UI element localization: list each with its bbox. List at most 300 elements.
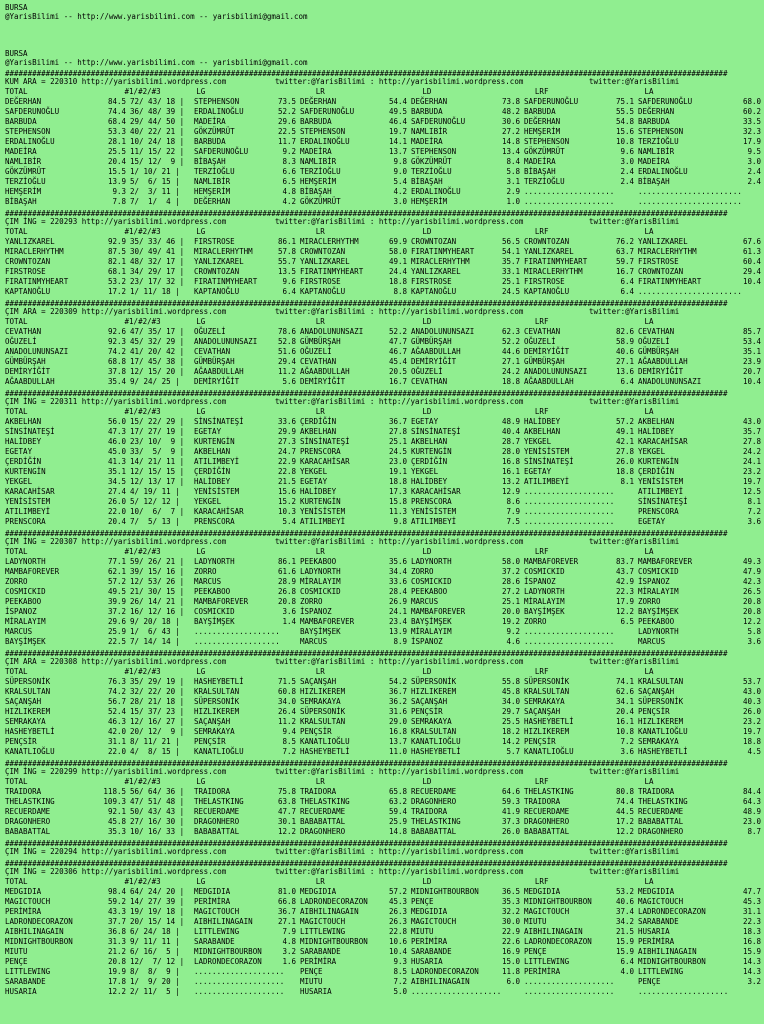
table-cell: DRAGONHERO bbox=[524, 817, 570, 827]
table-cell: 3.0 bbox=[393, 197, 407, 207]
table-cell: HASHEYBETLİ bbox=[411, 747, 461, 757]
table-cell: LADRONDECORAZON bbox=[300, 897, 368, 907]
table-cell: OĞUZELİ bbox=[194, 327, 226, 337]
table-cell: 18.2 bbox=[501, 727, 520, 737]
table-cell: 82.1 bbox=[107, 257, 126, 267]
table-cell: AKBELHAN bbox=[411, 437, 448, 447]
table-cell: ATILIMBEYİ bbox=[194, 457, 240, 467]
table-row bbox=[5, 977, 764, 987]
table-cell: MARCUS bbox=[194, 577, 222, 587]
table-cell: OĞUZELİ bbox=[5, 337, 37, 347]
table-cell: 26.0 bbox=[742, 707, 761, 717]
table-cell bbox=[604, 987, 634, 997]
table-cell: 5.8 bbox=[747, 627, 761, 637]
table-row bbox=[5, 587, 764, 597]
table-cell: ATILIMBEYİ bbox=[638, 487, 684, 497]
table-cell: TERZİOĞLU bbox=[524, 177, 565, 187]
column-label: LR bbox=[315, 317, 325, 327]
table-cell: BARBUDA bbox=[638, 117, 670, 127]
table-cell: ERDALINOĞLU bbox=[194, 107, 244, 117]
table-cell bbox=[263, 967, 296, 977]
table-row bbox=[5, 437, 764, 447]
table-cell: DRAGONHERO bbox=[411, 797, 457, 807]
table-cell: RECUERDAME bbox=[638, 807, 684, 817]
column-label: LRF bbox=[534, 877, 549, 887]
table-cell: BİBAŞAH bbox=[300, 187, 332, 197]
table-cell: 9.2 bbox=[506, 627, 520, 637]
table-cell: KARACAHİSAR bbox=[5, 487, 55, 497]
table-cell: 92.3 bbox=[107, 337, 126, 347]
table-cell: ANADOLUNUNSAZI bbox=[524, 367, 588, 377]
table-cell: 41.3 bbox=[107, 457, 126, 467]
table-row bbox=[5, 817, 764, 827]
table-cell: 1/ 6/ 43 | bbox=[130, 627, 180, 637]
section-title bbox=[5, 217, 764, 227]
column-label: LRF bbox=[534, 87, 549, 97]
table-row bbox=[5, 747, 764, 757]
table-cell: ATILIMBEYİ bbox=[300, 517, 346, 527]
table-cell: 26/ 14/ 21 | bbox=[130, 597, 185, 607]
table-cell: TRAIDORA bbox=[524, 797, 561, 807]
table-cell: FIRATINMYHEART bbox=[194, 277, 258, 287]
table-cell: 9.0 bbox=[393, 167, 407, 177]
table-row bbox=[5, 627, 764, 637]
section-title-right: twitter:@YarisBilimi bbox=[589, 847, 680, 857]
table-cell: 16.7 bbox=[388, 377, 407, 387]
table-cell: 61.6 bbox=[277, 567, 296, 577]
table-cell: 2/ 3/ 11 | bbox=[130, 187, 180, 197]
table-cell: AIBHILINAGAIN bbox=[194, 917, 253, 927]
table-cell: 24.1 bbox=[388, 607, 407, 617]
table-cell: SAFDERUNOĞLU bbox=[5, 107, 60, 117]
table-cell: 57.2 bbox=[107, 577, 126, 587]
table-cell: MEDGIDIA bbox=[411, 907, 448, 917]
table-cell: NAMLIBİR bbox=[300, 157, 337, 167]
column-label: #1/#2/#3 bbox=[124, 547, 161, 557]
column-label: LA bbox=[644, 667, 654, 677]
table-cell: 26.0 bbox=[107, 497, 126, 507]
table-cell: 26.0 bbox=[501, 827, 520, 837]
table-cell: 23.0 bbox=[742, 817, 761, 827]
table-cell: 35.6 bbox=[388, 557, 407, 567]
table-cell: 74.1 bbox=[615, 677, 634, 687]
separator-line: ################################################################################################################################################################ bbox=[5, 650, 728, 658]
table-cell: 77.1 bbox=[107, 557, 126, 567]
table-cell: 9/ 20/ 18 | bbox=[130, 617, 180, 627]
table-cell: SAFDERUNOĞLU bbox=[194, 147, 249, 157]
table-cell: MIUTU bbox=[300, 977, 323, 987]
section-title-mid: twitter:@YarisBilimi : http://yarisbilimi.wordpress.com bbox=[275, 397, 524, 407]
table-cell: DRAGONHERO bbox=[194, 817, 240, 827]
table-row bbox=[5, 277, 764, 287]
table-cell: 1/ 10/ 21 | bbox=[130, 167, 180, 177]
table-row bbox=[5, 887, 764, 897]
section-title-left: ÇIM İNG = 220294 http://yarisbilimi.wordpress.com bbox=[5, 847, 227, 857]
table-cell: 10.8 bbox=[615, 137, 634, 147]
column-label: LR bbox=[315, 777, 325, 787]
column-label: LR bbox=[315, 87, 325, 97]
column-labels bbox=[5, 777, 764, 787]
table-cell: 27.3 bbox=[277, 437, 296, 447]
table-cell: 61.3 bbox=[742, 247, 761, 257]
section-title-right: twitter:@YarisBilimi bbox=[589, 307, 680, 317]
column-label: LG bbox=[196, 407, 206, 417]
race-section bbox=[5, 390, 764, 527]
table-cell: FIRATINMYHEART bbox=[524, 257, 588, 267]
table-cell: İSPANOZ bbox=[5, 607, 37, 617]
table-cell: 9.6 bbox=[620, 147, 634, 157]
table-cell: 19.2 bbox=[501, 617, 520, 627]
table-cell: 5.0 bbox=[393, 987, 407, 997]
table-cell: NAMLIBİR bbox=[638, 147, 675, 157]
table-cell: 22.3 bbox=[615, 587, 634, 597]
table-cell: 33.1 bbox=[501, 267, 520, 277]
table-cell: 60.8 bbox=[277, 687, 296, 697]
table-cell: AIBHILINAGAIN bbox=[411, 977, 470, 987]
table-cell: 15.6 bbox=[277, 487, 296, 497]
table-cell: 36.5 bbox=[501, 887, 520, 897]
table-cell: MADEİRA bbox=[5, 147, 37, 157]
table-cell: 15.2 bbox=[277, 497, 296, 507]
table-cell: FIRATINMYHEART bbox=[300, 267, 364, 277]
table-cell: 4.2 bbox=[282, 197, 296, 207]
table-cell: 5.4 bbox=[393, 177, 407, 187]
table-cell: 4.0 bbox=[620, 967, 634, 977]
table-cell: BABABATTAL bbox=[638, 817, 684, 827]
table-cell: CEVATHAN bbox=[411, 377, 448, 387]
table-cell: 92.1 bbox=[107, 807, 126, 817]
table-cell: GÖKZÜMRÜT bbox=[411, 157, 452, 167]
table-cell: 74.4 bbox=[107, 107, 126, 117]
table-cell: 21.2 bbox=[107, 947, 126, 957]
table-cell: KRALSULTAN bbox=[411, 727, 457, 737]
table-cell: 22.5 bbox=[107, 637, 126, 647]
table-cell: 7.2 bbox=[747, 507, 761, 517]
table-cell bbox=[604, 627, 634, 637]
table-cell: LADRONDECORAZON bbox=[411, 967, 479, 977]
table-cell: ZORRO bbox=[5, 577, 28, 587]
table-cell: .................... bbox=[638, 987, 729, 997]
table-row bbox=[5, 607, 764, 617]
table-cell: 26.5 bbox=[742, 587, 761, 597]
table-cell: 15/ 22/ 29 | bbox=[130, 417, 185, 427]
section-title-right: twitter:@YarisBilimi bbox=[589, 767, 680, 777]
table-cell: 74.2 bbox=[107, 687, 126, 697]
table-cell: SÜPERSONİK bbox=[524, 677, 570, 687]
table-cell: DEMİRYİĞİT bbox=[300, 377, 346, 387]
table-cell: 16.8 bbox=[742, 937, 761, 947]
table-cell: MAMBAFOREVER bbox=[300, 617, 355, 627]
table-row bbox=[5, 947, 764, 957]
table-cell: MİRALAYIM bbox=[300, 577, 341, 587]
table-row bbox=[5, 357, 764, 367]
section-title-mid: twitter:@YarisBilimi : http://yarisbilimi.wordpress.com bbox=[275, 767, 524, 777]
table-cell: SİNSİNATEŞİ bbox=[194, 417, 244, 427]
table-cell: 8/ 11/ 21 | bbox=[130, 737, 180, 747]
section-title-left: ÇIM İNG = 220307 http://yarisbilimi.wordpress.com bbox=[5, 537, 227, 547]
table-cell: 62.1 bbox=[107, 567, 126, 577]
section-title bbox=[5, 537, 764, 547]
table-cell: 17/ 45/ 38 | bbox=[130, 357, 185, 367]
table-cell: MİRALAYIM bbox=[5, 617, 46, 627]
table-cell: 43.3 bbox=[107, 907, 126, 917]
table-cell: MARCUS bbox=[300, 637, 328, 647]
table-cell: DEMİRYİĞİT bbox=[638, 367, 684, 377]
table-cell: GÖKZÜMRÜT bbox=[300, 197, 341, 207]
table-cell: 11.7 bbox=[277, 137, 296, 147]
table-cell: TERZİOĞLU bbox=[194, 167, 235, 177]
table-cell: 9.8 bbox=[393, 157, 407, 167]
table-cell: STEPHENSON bbox=[638, 127, 684, 137]
table-cell: 6.5 bbox=[620, 617, 634, 627]
table-cell: THELASTKING bbox=[194, 797, 244, 807]
table-cell: PENÇE bbox=[5, 957, 28, 967]
table-cell: YEKGEL bbox=[194, 497, 222, 507]
table-row bbox=[5, 787, 764, 797]
table-cell: 19.7 bbox=[388, 127, 407, 137]
section-title-mid: twitter:@YarisBilimi : http://yarisbilimi.wordpress.com bbox=[275, 77, 524, 87]
table-cell: MIDNIGHTBOURBON bbox=[524, 897, 592, 907]
table-cell: .................... bbox=[524, 497, 615, 507]
table-cell: 75.8 bbox=[277, 787, 296, 797]
table-cell: BİBAŞAH bbox=[5, 197, 37, 207]
table-cell: ÇERDİĞİN bbox=[300, 417, 337, 427]
table-cell: BABABATTAL bbox=[5, 827, 51, 837]
table-cell: 59.7 bbox=[615, 257, 634, 267]
table-cell: 20.8 bbox=[277, 597, 296, 607]
table-row bbox=[5, 167, 764, 177]
table-cell: 15/ 37/ 23 | bbox=[130, 707, 185, 717]
table-cell: SAFDERUNOĞLU bbox=[524, 97, 579, 107]
table-cell: 56/ 64/ 36 | bbox=[130, 787, 185, 797]
table-cell: PEEKABOO bbox=[411, 587, 448, 597]
column-label: LRF bbox=[534, 407, 549, 417]
table-cell: ANADOLUNUNSAZI bbox=[300, 327, 364, 337]
table-cell: HALİDBEY bbox=[300, 487, 337, 497]
table-row bbox=[5, 927, 764, 937]
table-cell: 23.4 bbox=[388, 617, 407, 627]
section-title-left: KUM ARA = 220310 http://yarisbilimi.wordpress.com bbox=[5, 77, 227, 87]
column-label: LRF bbox=[534, 317, 549, 327]
table-row bbox=[5, 597, 764, 607]
table-cell: MIDNIGHTBOURBON bbox=[5, 937, 73, 947]
table-cell bbox=[721, 987, 761, 997]
table-cell: 45/ 32/ 29 | bbox=[130, 337, 185, 347]
table-cell: 26.9 bbox=[388, 597, 407, 607]
table-row bbox=[5, 157, 764, 167]
column-label: LG bbox=[196, 317, 206, 327]
table-cell: 57.2 bbox=[388, 887, 407, 897]
table-cell: PRENSCORA bbox=[300, 447, 341, 457]
table-cell: TERZİOĞLU bbox=[300, 167, 341, 177]
table-cell: KRALSULTAN bbox=[524, 687, 570, 697]
table-cell bbox=[490, 987, 520, 997]
table-cell: 12/ 15/ 15 | bbox=[130, 467, 185, 477]
table-cell: ÇERDİĞİN bbox=[5, 457, 42, 467]
table-cell: 11.2 bbox=[277, 717, 296, 727]
section-title-right: twitter:@YarisBilimi bbox=[589, 397, 680, 407]
table-cell: 20.7 bbox=[742, 367, 761, 377]
table-cell: 41/ 20/ 42 | bbox=[130, 347, 185, 357]
table-cell: 22.8 bbox=[277, 467, 296, 477]
table-row bbox=[5, 507, 764, 517]
table-cell: GÜMBÜRŞAH bbox=[638, 347, 679, 357]
table-cell: BAYŞİMŞEK bbox=[411, 617, 452, 627]
table-cell: BAYŞİMŞEK bbox=[194, 617, 235, 627]
table-cell: 48.9 bbox=[742, 807, 761, 817]
table-cell: 52.2 bbox=[501, 337, 520, 347]
table-cell: DEĞERHAN bbox=[638, 107, 675, 117]
table-cell: 17.2 bbox=[107, 287, 126, 297]
table-cell: SARABANDE bbox=[638, 917, 679, 927]
table-cell: YANLIZKAREL bbox=[411, 267, 461, 277]
table-cell: ERDALINOĞLU bbox=[411, 187, 461, 197]
table-cell: 8.1 bbox=[747, 497, 761, 507]
table-cell: MADEİRA bbox=[411, 137, 443, 147]
table-cell: ................... bbox=[194, 627, 280, 637]
table-cell: 22.9 bbox=[277, 457, 296, 467]
table-cell: 11/ 15/ 22 | bbox=[130, 147, 185, 157]
table-cell: KAPTANOĞLU bbox=[5, 287, 51, 297]
table-cell: .................... bbox=[524, 487, 615, 497]
separator-line: ################################################################################################################################################################ bbox=[5, 210, 728, 218]
table-cell: MEDGIDIA bbox=[524, 887, 561, 897]
table-cell: CROWNTOZAN bbox=[411, 237, 457, 247]
table-row bbox=[5, 97, 764, 107]
column-label: #1/#2/#3 bbox=[124, 667, 161, 677]
table-cell: 23/ 17/ 32 | bbox=[130, 277, 185, 287]
column-label: LD bbox=[422, 317, 432, 327]
section-title-mid: twitter:@YarisBilimi : http://yarisbilimi.wordpress.com bbox=[275, 537, 524, 547]
table-cell: LITTLEWING bbox=[524, 957, 570, 967]
table-cell: 14.1 bbox=[388, 137, 407, 147]
table-cell: 1.6 bbox=[282, 957, 296, 967]
table-cell: 24.4 bbox=[388, 267, 407, 277]
table-cell: HUSARIA bbox=[300, 987, 332, 997]
separator-line: ################################################################################################################################################################ bbox=[5, 300, 728, 308]
table-cell: KURTENGİN bbox=[194, 437, 235, 447]
table-cell: 83.7 bbox=[615, 557, 634, 567]
table-cell: BAYŞİMŞEK bbox=[524, 607, 565, 617]
column-label: LG bbox=[196, 667, 206, 677]
table-cell: .................... bbox=[524, 507, 615, 517]
table-cell: 2.4 bbox=[747, 177, 761, 187]
table-cell: KANATLIOĞLU bbox=[524, 747, 574, 757]
table-cell: HALİDBEY bbox=[5, 437, 42, 447]
table-cell: 92.9 bbox=[107, 237, 126, 247]
table-cell: 25.5 bbox=[501, 717, 520, 727]
table-cell: 25.1 bbox=[501, 597, 520, 607]
table-cell: 13.5 bbox=[277, 267, 296, 277]
table-cell: 22.8 bbox=[388, 927, 407, 937]
table-cell: 58.0 bbox=[388, 247, 407, 257]
table-cell: 12.9 bbox=[501, 487, 520, 497]
table-row bbox=[5, 807, 764, 817]
table-row bbox=[5, 967, 764, 977]
table-cell: 6.6 bbox=[282, 167, 296, 177]
header-line: @YarisBilimi -- http://www.yarisbilimi.com -- yarisbilimi@gmail.com bbox=[5, 58, 308, 68]
table-cell: THELASTKING bbox=[524, 787, 574, 797]
table-cell: 48/ 32/ 17 | bbox=[130, 257, 185, 267]
table-cell: GÖKZÜMRÜT bbox=[194, 127, 235, 137]
table-cell: DEMİRYİĞİT bbox=[5, 367, 51, 377]
table-cell: COSMICKID bbox=[638, 567, 679, 577]
table-cell: 35.4 bbox=[107, 377, 126, 387]
section-title-mid: twitter:@YarisBilimi : http://yarisbilimi.wordpress.com bbox=[275, 657, 524, 667]
column-label: LRF bbox=[534, 227, 549, 237]
table-cell: SEMRAKAYA bbox=[411, 717, 452, 727]
table-cell: MIUTU bbox=[524, 917, 547, 927]
table-row bbox=[5, 827, 764, 837]
table-cell: .................... bbox=[524, 627, 615, 637]
table-cell: 22.0 bbox=[107, 507, 126, 517]
table-cell: GÜMBÜRŞAH bbox=[5, 357, 46, 367]
table-cell: 48.2 bbox=[501, 107, 520, 117]
table-cell: 20.4 bbox=[615, 707, 634, 717]
table-cell: SEMRAKAYA bbox=[194, 727, 235, 737]
column-label: TOTAL bbox=[5, 877, 28, 887]
table-cell: 7.9 bbox=[506, 507, 520, 517]
table-cell: 63.2 bbox=[388, 797, 407, 807]
table-cell: 2.4 bbox=[620, 177, 634, 187]
table-cell: FIRSTROSE bbox=[300, 277, 341, 287]
table-cell: 45.8 bbox=[107, 817, 126, 827]
table-cell: 69.9 bbox=[388, 237, 407, 247]
table-cell: ....................... bbox=[638, 287, 742, 297]
table-cell: SAFDERUNOĞLU bbox=[638, 97, 693, 107]
table-cell: 37.7 bbox=[107, 917, 126, 927]
table-cell: EGETAY bbox=[411, 417, 439, 427]
table-cell: 86.1 bbox=[277, 557, 296, 567]
table-row bbox=[5, 937, 764, 947]
column-label: LD bbox=[422, 777, 432, 787]
table-cell: CEVATHAN bbox=[300, 357, 337, 367]
table-row bbox=[5, 457, 764, 467]
table-cell: 58.9 bbox=[615, 337, 634, 347]
table-cell: İSPANOZ bbox=[524, 577, 556, 587]
column-label: TOTAL bbox=[5, 87, 28, 97]
table-cell: MIUTU bbox=[5, 947, 28, 957]
table-cell: YENİSİSTEM bbox=[524, 447, 570, 457]
table-cell: 2.4 bbox=[620, 167, 634, 177]
table-cell: MİRALAYIM bbox=[524, 597, 565, 607]
table-row bbox=[5, 287, 764, 297]
table-cell: 16.1 bbox=[501, 467, 520, 477]
table-cell: BARBUDA bbox=[5, 117, 37, 127]
table-cell: 7.5 bbox=[506, 517, 520, 527]
table-cell: KRALSULTAN bbox=[5, 687, 51, 697]
table-cell: 8.3 bbox=[282, 157, 296, 167]
table-cell: ATILIMBEYİ bbox=[524, 477, 570, 487]
table-cell: EGETAY bbox=[194, 427, 222, 437]
column-label: LA bbox=[644, 227, 654, 237]
table-cell: KRALSULTAN bbox=[300, 717, 346, 727]
table-cell: 55.7 bbox=[277, 257, 296, 267]
table-cell: ZORRO bbox=[300, 597, 323, 607]
table-cell: 26.0 bbox=[615, 457, 634, 467]
table-cell: BİBAŞAH bbox=[194, 157, 226, 167]
table-row bbox=[5, 737, 764, 747]
table-cell: BARBUDA bbox=[524, 107, 556, 117]
column-label: TOTAL bbox=[5, 777, 28, 787]
table-cell: 109.3 bbox=[103, 797, 126, 807]
table-cell: 13.6 bbox=[615, 367, 634, 377]
header-line bbox=[5, 31, 764, 40]
table-cell: 27.1 bbox=[501, 357, 520, 367]
table-cell: ÇERDİĞİN bbox=[411, 457, 448, 467]
table-cell: 86.1 bbox=[277, 237, 296, 247]
table-cell: 5.4 bbox=[282, 517, 296, 527]
